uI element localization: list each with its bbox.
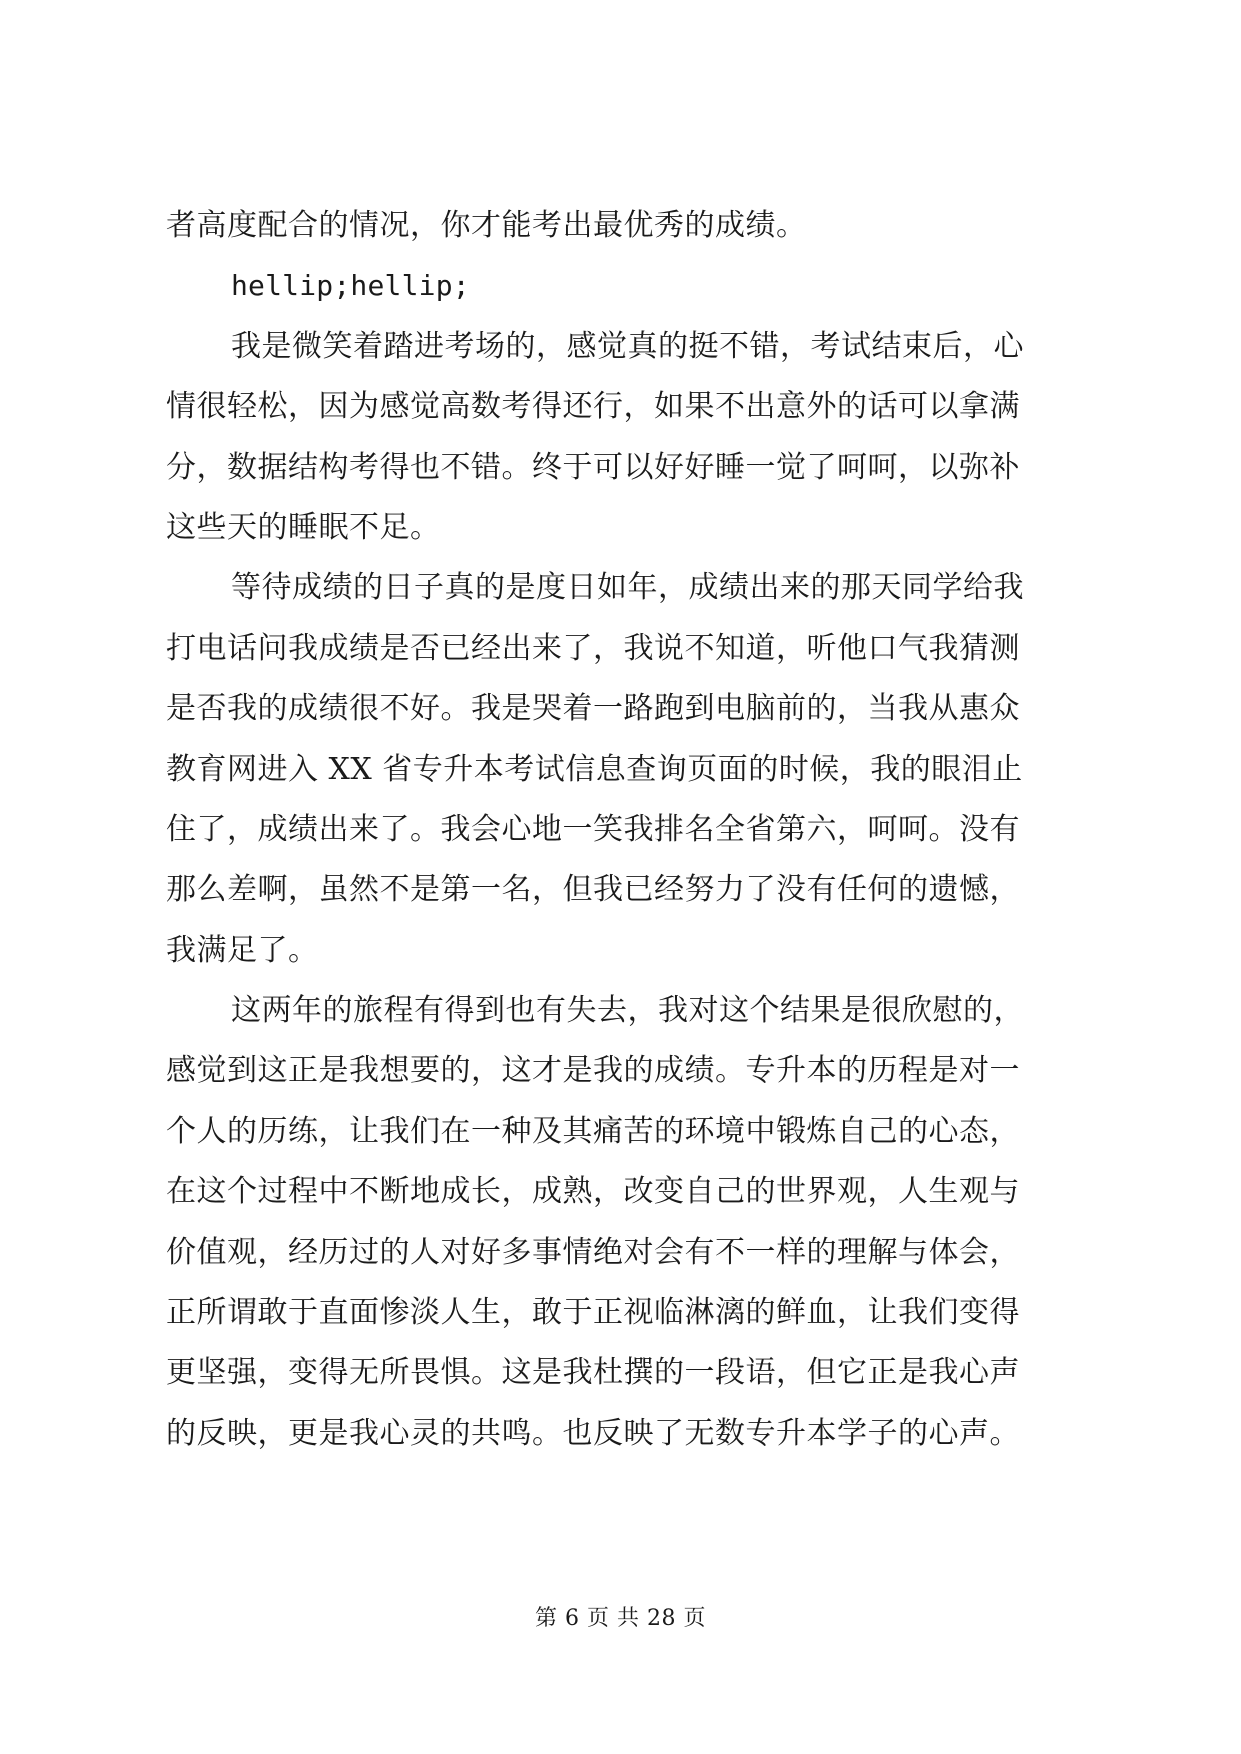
text-line: 情很轻松，因为感觉高数考得还行，如果不出意外的话可以拿满 bbox=[166, 389, 1020, 425]
text-line: 这些天的睡眠不足。 bbox=[166, 509, 441, 545]
text-line: 价值观，经历过的人对好多事情绝对会有不一样的理解与体会， bbox=[166, 1234, 1020, 1270]
text-line: 在这个过程中不断地成长，成熟，改变自己的世界观，人生观与 bbox=[166, 1174, 1020, 1210]
text-line: 分，数据结构考得也不错。终于可以好好睡一觉了呵呵，以弥补 bbox=[166, 449, 1020, 485]
text-line: 的反映，更是我心灵的共鸣。也反映了无数专升本学子的心声。 bbox=[166, 1415, 1020, 1451]
text-line: hellip;hellip; bbox=[231, 269, 470, 303]
text-line: 教育网进入 XX 省专升本考试信息查询页面的时候，我的眼泪止 bbox=[166, 751, 1023, 787]
text-line: 感觉到这正是我想要的，这才是我的成绩。专升本的历程是对一 bbox=[166, 1053, 1020, 1089]
page-number-footer: 第 6 页 共 28 页 bbox=[535, 1606, 706, 1631]
paragraph-start-line: 等待成绩的日子真的是度日如年，成绩出来的那天同学给我 bbox=[231, 570, 1024, 606]
paragraph-start-line: 我是微笑着踏进考场的，感觉真的挺不错，考试结束后，心 bbox=[231, 328, 1024, 364]
paragraph-start-line: 这两年的旅程有得到也有失去，我对这个结果是很欣慰的， bbox=[231, 993, 1024, 1029]
body-text bbox=[166, 196, 1076, 1464]
text-line: 正所谓敢于直面惨淡人生，敢于正视临淋漓的鲜血，让我们变得 bbox=[166, 1295, 1020, 1331]
text-line: 者高度配合的情况，你才能考出最优秀的成绩。 bbox=[166, 208, 807, 243]
text-line: 是否我的成绩很不好。我是哭着一路跑到电脑前的，当我从惠众 bbox=[166, 691, 1020, 727]
text-line: 更坚强，变得无所畏惧。这是我杜撰的一段语，但它正是我心声 bbox=[166, 1355, 1020, 1391]
text-line: 打电话问我成绩是否已经出来了，我说不知道，听他口气我猜测 bbox=[166, 630, 1020, 666]
text-line: 个人的历练，让我们在一种及其痛苦的环境中锻炼自己的心态， bbox=[166, 1113, 1020, 1149]
text-line: 我满足了。 bbox=[166, 932, 319, 968]
text-line: 住了，成绩出来了。我会心地一笑我排名全省第六，呵呵。没有 bbox=[166, 811, 1020, 847]
text-line: 那么差啊，虽然不是第一名，但我已经努力了没有任何的遗憾， bbox=[166, 872, 1020, 908]
